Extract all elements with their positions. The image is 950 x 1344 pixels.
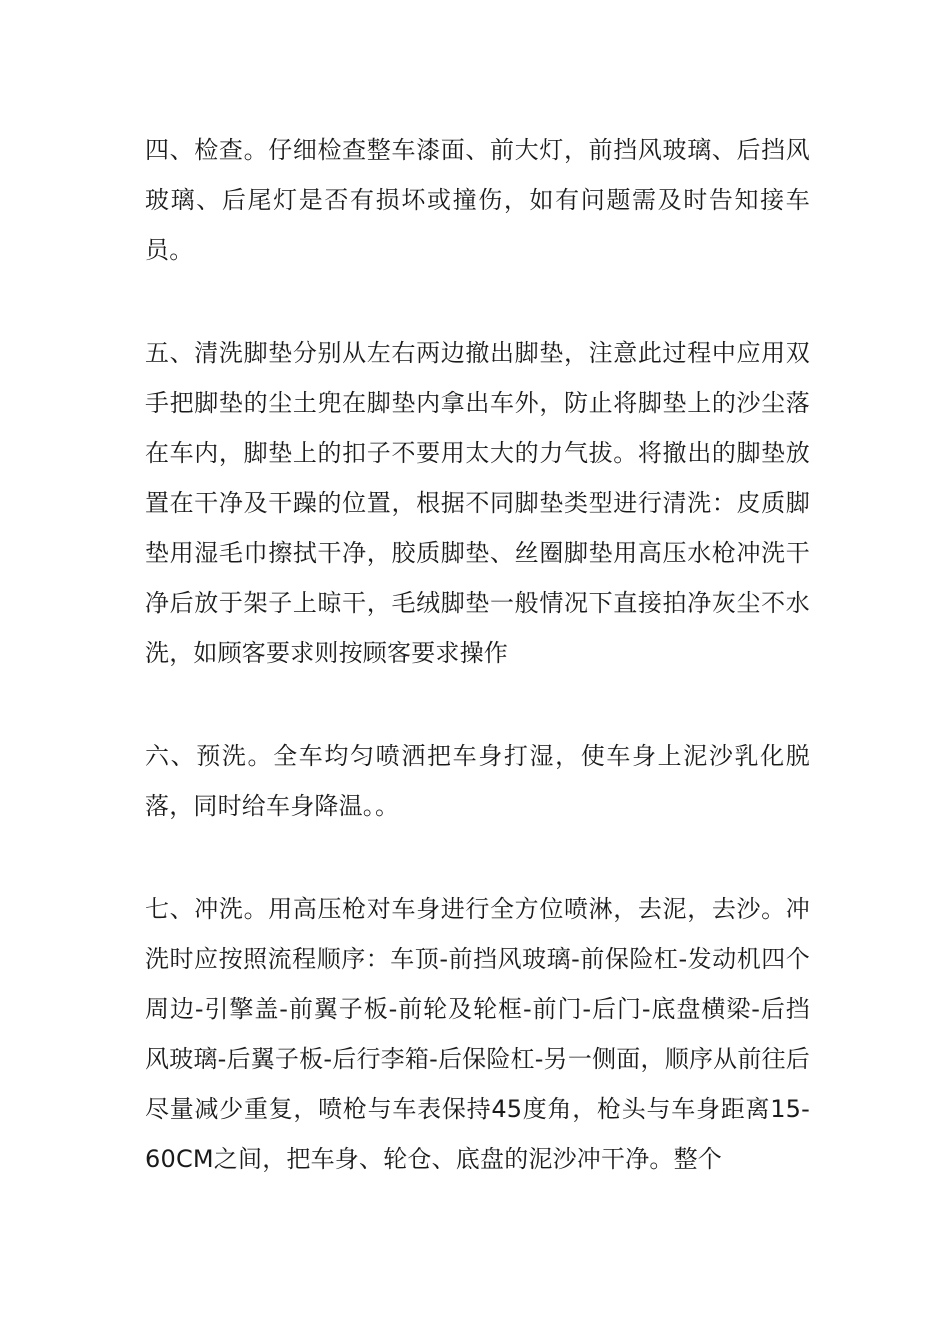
document-body: [145, 125, 810, 1237]
paragraph-floor-mat-cleaning: 五、清洗脚垫分别从左右两边撤出脚垫，注意此过程中应用双手把脚垫的尘土兜在脚垫内拿出车外，防止将脚垫上的沙尘落在车内，脚垫上的扣子不要用太大的力气拔。将撤出的脚垫放置在干净及干躁的位置，根据不同脚垫类型进行清洗：皮质脚垫用湿毛巾擦拭干净，胶质脚垫、丝圈脚垫用高压水枪冲洗干净后放于架子上晾干，毛绒脚垫一般情况下直接拍净灰尘不水洗，如顾客要求则按顾客要求操作: [145, 339, 810, 667]
paragraph-inspection: 四、检查。仔细检查整车漆面、前大灯，前挡风玻璃、后挡风玻璃、后尾灯是否有损坏或撞伤，如有问题需及时告知接车员。: [145, 136, 810, 264]
paragraph-rinse: 七、冲洗。用高压枪对车身进行全方位喷淋，去泥，去沙。冲洗时应按照流程顺序：车顶-前挡风玻璃-前保险杠-发动机四个周边-引擎盖-前翼子板-前轮及轮框-前门-后门-底盘横梁-后挡风玻璃-后翼子板-后行李箱-后保险杠-另一侧面，顺序从前往后尽量减少重复，喷枪与车表保持45度角，枪头与车身距离15-60CM之间，把车身、轮仓、底盘的泥沙冲干净。整个: [145, 895, 810, 1173]
paragraph-prewash: 六、预洗。全车均匀喷洒把车身打湿，使车身上泥沙乳化脱落，同时给车身降温。。: [145, 742, 810, 820]
